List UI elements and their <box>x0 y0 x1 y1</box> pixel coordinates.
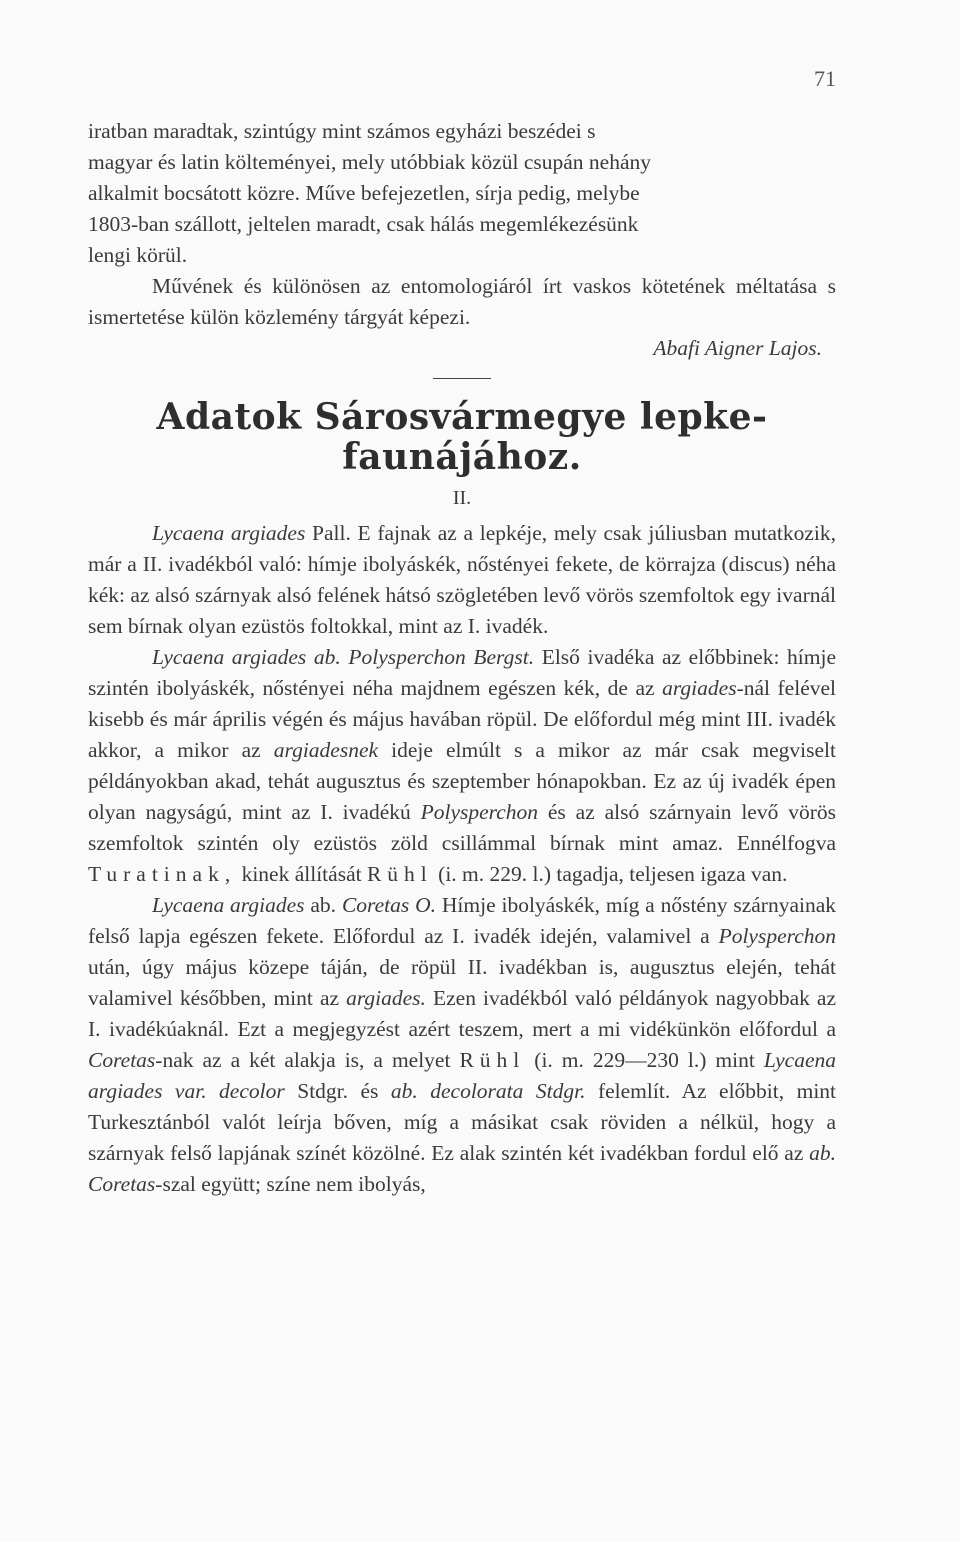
entry-text: Első ivadéka az előbbinek: hímje szintén ibolyáskék, nőstényei néha majdnem egészen kék, de az <box>88 645 836 700</box>
top-paragraph-line: iratban maradtak, szintúgy mint számos egyházi beszédei s <box>88 119 596 143</box>
article-part: II. <box>452 487 472 509</box>
entry-text: Hímje ibolyáskék, míg a nőstény szárnyainak felső lapja egészen fekete. Előfordul az I. ivadék idején, valamivel a <box>88 893 837 948</box>
entry-text: után, úgy május közepe táján, de röpül II. ivadékban is, augusztus elején, tehát valamivel későbben, mint az <box>88 955 836 1010</box>
italic-term: ab. Coretas <box>88 1141 836 1196</box>
species-mid: ab. <box>310 893 337 917</box>
entry-text: -szal együtt; színe nem ibolyás, <box>155 1172 426 1196</box>
species-author: Bergst. <box>473 645 535 669</box>
italic-term: argiades <box>662 676 737 700</box>
article-body <box>88 116 836 1200</box>
person-name: Turatinak, <box>88 862 237 886</box>
article-title: Adatok Sárosvármegye lepke-faunájához. <box>156 396 768 478</box>
entry-text: és az alsó szárnyain levő vörös szemfoltok szintén oly ezüstös zöld csillámmal bírnak mint amaz. Ennélfogva <box>88 800 836 855</box>
italic-term: argiades. <box>346 986 426 1010</box>
top-paragraph-line: lengi körül. <box>88 243 188 267</box>
entry-text: (i. m. 229—230 l.) mint <box>534 1048 755 1072</box>
italic-term: argiadesnek <box>273 738 379 762</box>
entry-text: -nak az a két alakja is, a melyet <box>155 1048 451 1072</box>
italic-term: ab. decolorata Stdgr. <box>390 1079 586 1103</box>
italic-term: Polysperchon <box>718 924 836 948</box>
page-number: 71 <box>814 66 836 91</box>
species-name: Lycaena argiades ab. Polysperchon <box>152 645 466 669</box>
entry-text: kinek állítását <box>241 862 362 886</box>
top-paragraph-line: 1803-ban szállott, jeltelen maradt, csak hálás megemlékezésünk <box>88 212 639 236</box>
section-divider <box>433 378 491 379</box>
italic-term: Coretas <box>88 1048 156 1072</box>
entry-coretas <box>88 890 836 1200</box>
reference-name: Rühl <box>459 1048 526 1072</box>
italic-term: Lycaena argiades var. decolor <box>88 1048 837 1103</box>
entry-text: ideje elmúlt s a mikor az már csak megviselt példányokban akad, tehát augusztus és szeptember hónapokban. Ez az új ivadék épen olyan nagyságú, mint az I. ivadékú <box>88 738 837 824</box>
entry-polysperchon <box>88 642 836 890</box>
entry-text: (i. m. 229. l.) tagadja, teljesen igaza van. <box>438 862 788 886</box>
reference-name: Rühl <box>366 862 433 886</box>
entry-text: Stdgr. és <box>297 1079 379 1103</box>
entry-text: -nál felével kisebb és már április végén és május havában röpül. De előfordul még mint III. ivadék akkor, a mikor az <box>88 676 837 762</box>
entry-lycaena-argiades <box>88 518 836 642</box>
species-author: Pall. <box>312 521 351 545</box>
author-signature: Abafi Aigner Lajos. <box>653 336 822 360</box>
entry-text: Ezen ivadékból való példányok nagyobbak az I. ivadékúaknál. Ezt a megjegyzést azért teszem, mert a mi vidékünkön előfordul a <box>88 986 837 1041</box>
entry-text: E fajnak az a lepkéje, mely csak júliusban mutatkozik, már a II. ivadékból való: hímje ibolyáskék, nőstényei fekete, de körrajza (discus) néha kék: az alsó szárnyak alsó felének hátsó szögletében levő vörös szemfoltok egy ivarnál sem bírnak olyan ezüstös foltokkal, mint az I. ivadék. <box>88 521 837 638</box>
second-paragraph: Művének és különösen az entomologiáról írt vaskos kötetének méltatása s ismertetése külön közlemény tárgyát képezi. <box>88 274 836 329</box>
species-name: Coretas O. <box>341 893 436 917</box>
entry-text: felemlít. Az előbbit, mint Turkesztánból valót leírja bőven, míg a másikat csak röviden a nélkül, hogy a szárnyak felső lapjának színét közölné. Ez alak szintén két ivadékban fordul elő az <box>88 1079 837 1165</box>
species-name: Lycaena argiades <box>152 521 306 545</box>
top-paragraph-line: alkalmit bocsátott közre. Műve befejezetlen, sírja pedig, melybe <box>88 181 640 205</box>
species-name: Lycaena argiades <box>152 893 305 917</box>
italic-term: Polysperchon <box>420 800 539 824</box>
top-paragraph-line: magyar és latin költeményei, mely utóbbiak közül csupán nehány <box>88 150 652 174</box>
